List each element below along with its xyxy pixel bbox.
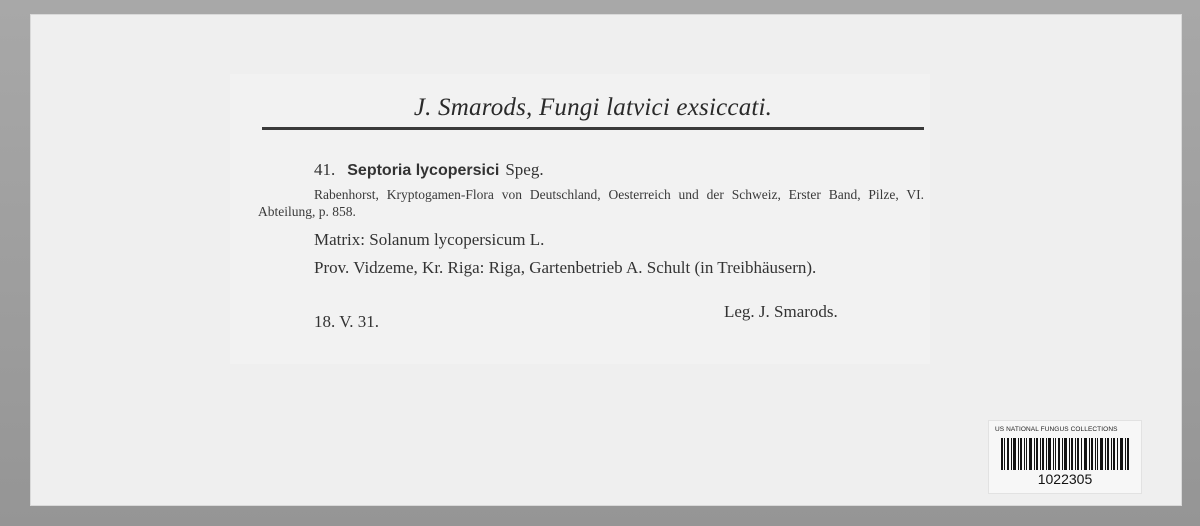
barcode-institution: US NATIONAL FUNGUS COLLECTIONS	[995, 426, 1118, 433]
literature-reference: Rabenhorst, Kryptogamen-Flora von Deutschland, Oesterreich und der Schweiz, Erster Band, Pilze, VI. Abteilung, p. 858.	[258, 187, 924, 219]
label-title: J. Smarods, Fungi latvici exsiccati.	[413, 94, 773, 121]
species-name: Septoria lycopersici	[347, 162, 500, 179]
barcode-label	[988, 420, 1142, 494]
exsiccata-number: 41.	[314, 160, 336, 179]
collection-date: 18. V. 31.	[314, 312, 380, 331]
species-author: Speg.	[505, 160, 544, 179]
barcode-number: 1022305	[1037, 471, 1093, 487]
species-line	[314, 160, 544, 180]
title-rule	[262, 127, 924, 130]
host-matrix: Matrix: Solanum lycopersicum L.	[314, 230, 545, 249]
collection-locality: Prov. Vidzeme, Kr. Riga: Riga, Gartenbetrieb A. Schult (in Treibhäusern).	[314, 258, 817, 277]
barcode-icon	[1001, 438, 1129, 470]
collector: Leg. J. Smarods.	[724, 302, 838, 321]
